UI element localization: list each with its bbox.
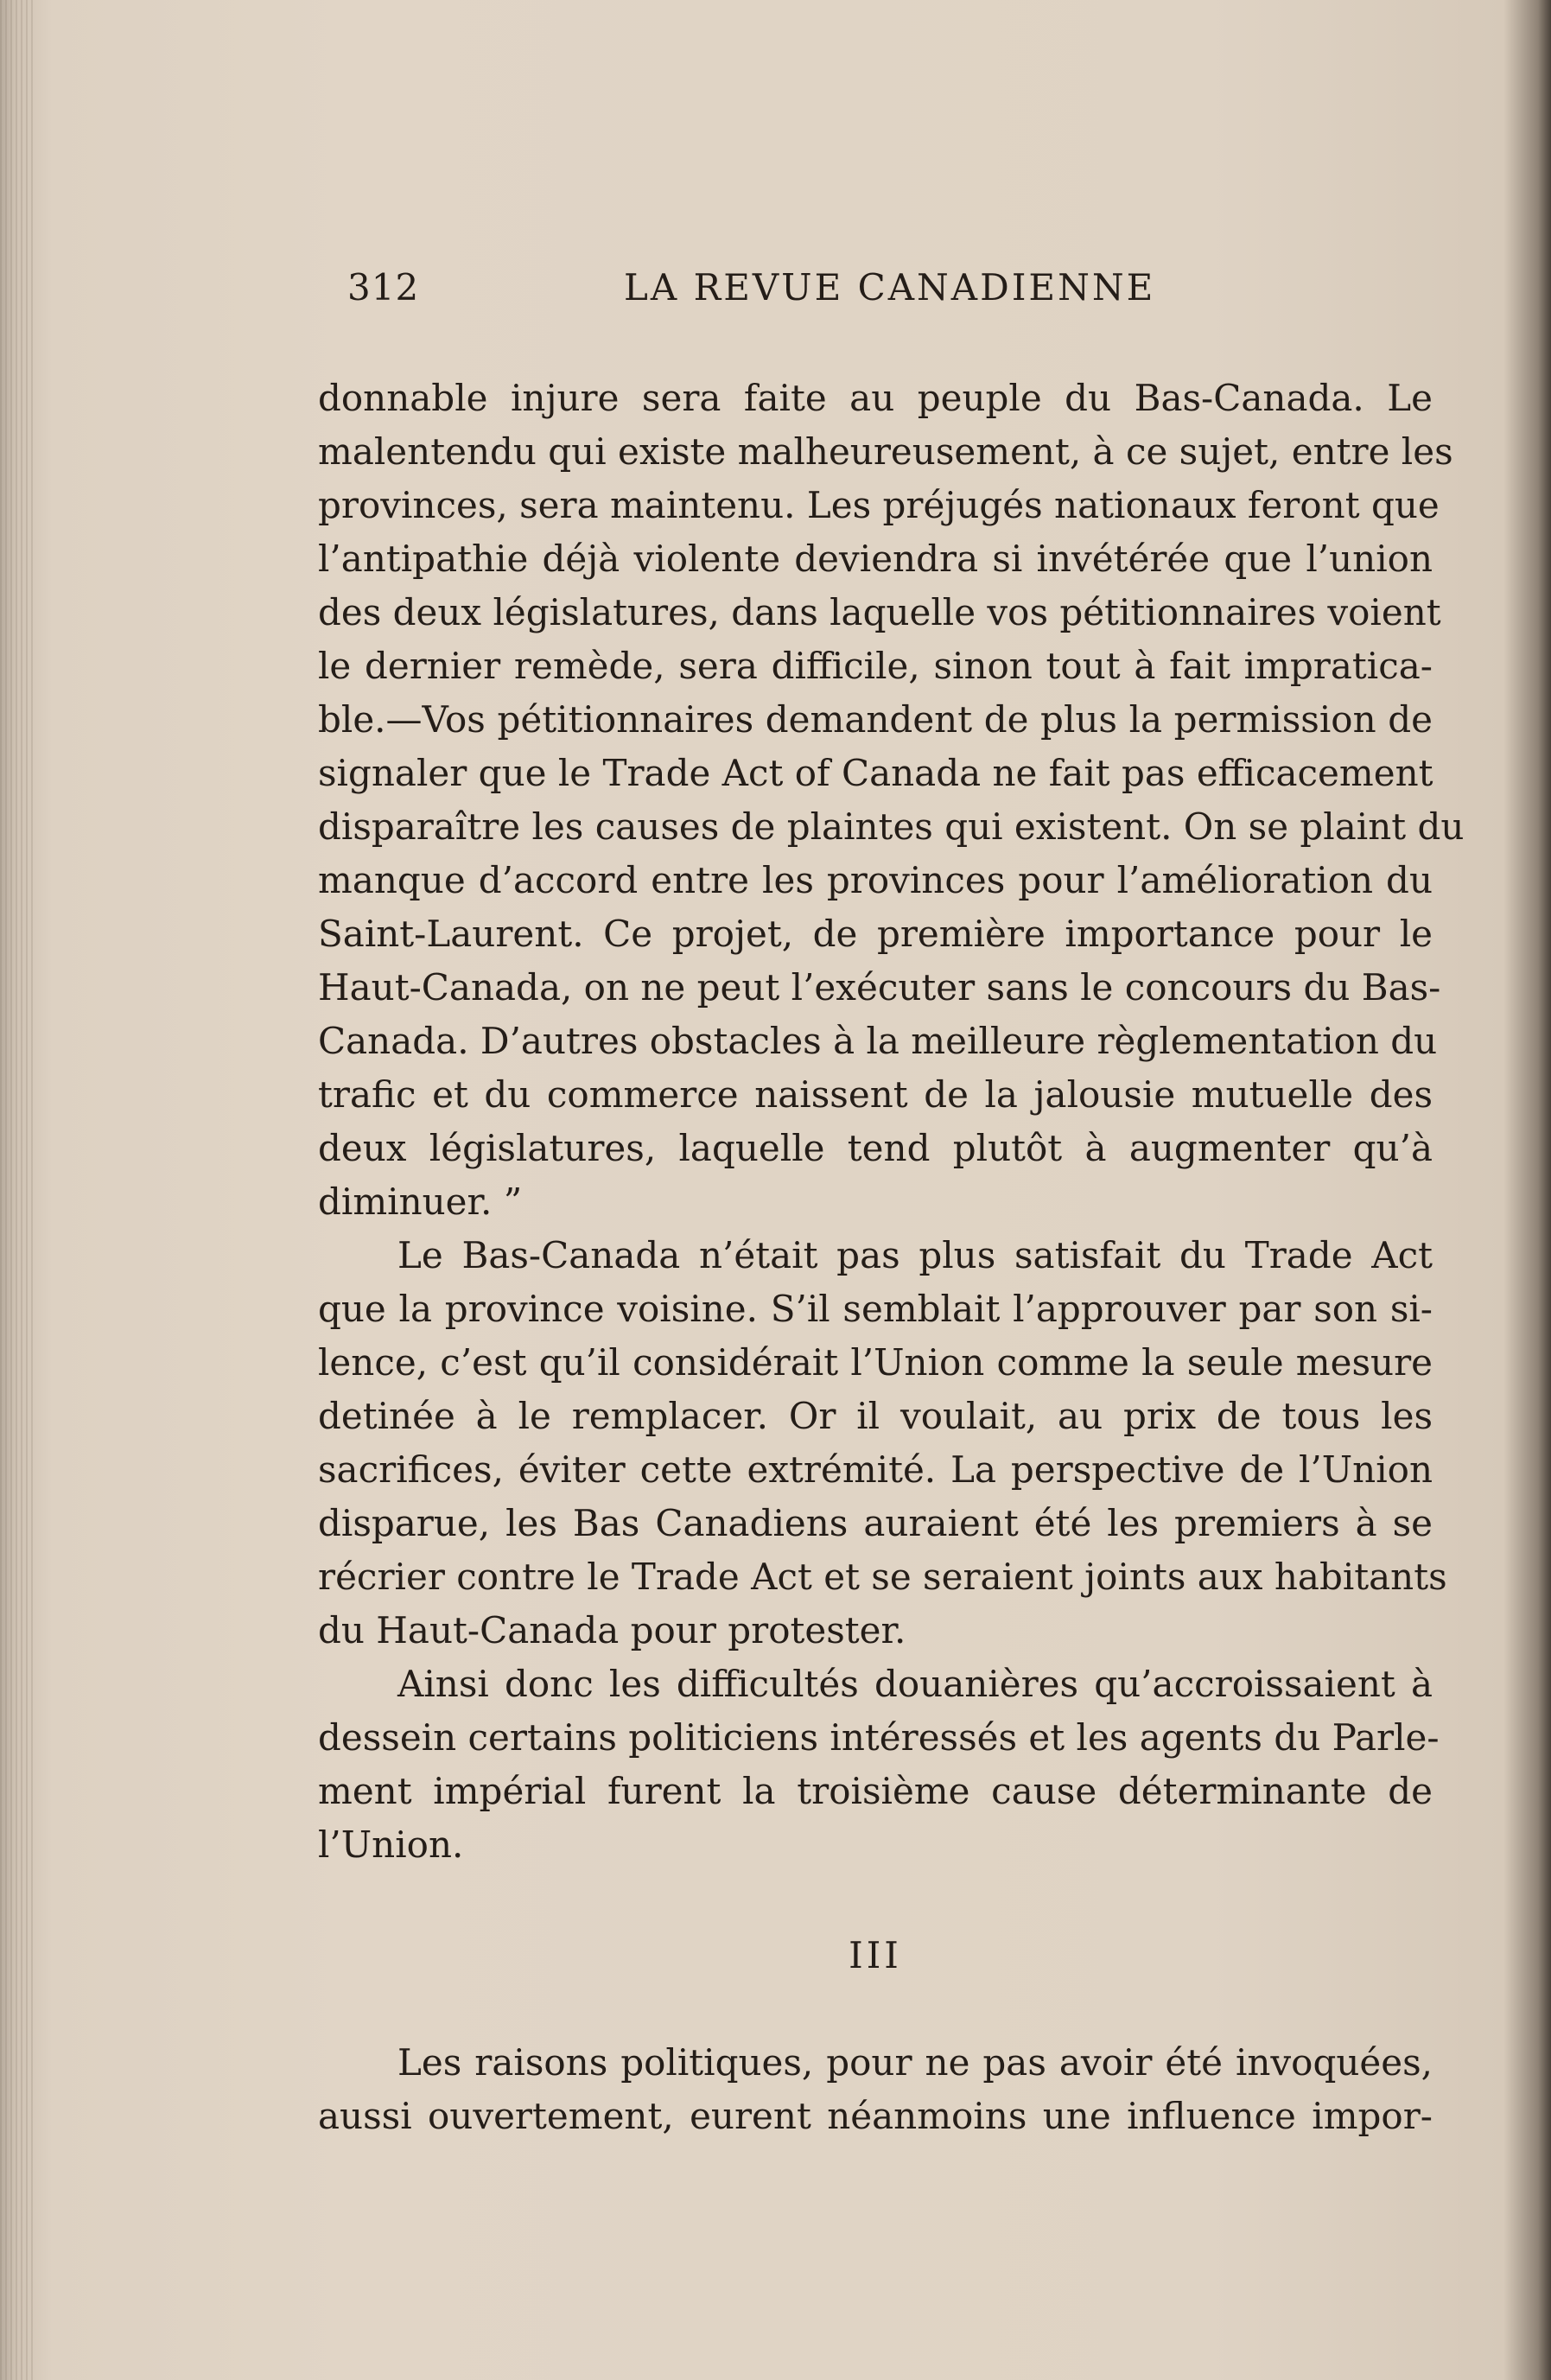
text-line: diminuer. ” (318, 1180, 523, 1223)
running-title: LA REVUE CANADIENNE (624, 266, 1156, 309)
text-line: Ainsi donc les difficultés douanières qu’accroissaient à (397, 1663, 1433, 1705)
paragraph-2 (318, 1229, 1447, 1658)
text-line: malentendu qui existe malheureusement, à ce sujet, entre les (318, 430, 1453, 473)
text-line: des deux législatures, dans laquelle vos pétitionnaires voient (318, 591, 1441, 633)
text-line: detinée à le remplacer. Or il voulait, au prix de tous les (318, 1395, 1433, 1437)
text-line: deux législatures, laquelle tend plutôt à augmenter qu’à (318, 1127, 1433, 1169)
body-text (318, 372, 1465, 2143)
text-line: le dernier remède, sera difficile, sinon tout à fait impratica- (318, 645, 1433, 687)
text-line: sacrifices, éviter cette extrémité. La perspective de l’Union (318, 1448, 1433, 1491)
section-heading: III (849, 1934, 902, 1976)
page-edge (0, 0, 35, 2380)
text-line: aussi ouvertement, eurent néanmoins une influence impor- (318, 2095, 1433, 2137)
text-line: Haut-Canada, on ne peut l’exécuter sans le concours du Bas- (318, 966, 1441, 1009)
section-break (318, 1872, 1433, 2036)
text-line: trafic et du commerce naissent de la jalousie mutuelle des (318, 1073, 1433, 1116)
paragraph-4 (318, 2036, 1433, 2143)
text-line: Saint-Laurent. Ce projet, de première importance pour le (318, 913, 1433, 955)
text-line: Les raisons politiques, pour ne pas avoir été invoquées, (397, 2041, 1433, 2084)
text-line: disparue, les Bas Canadiens auraient été les premiers à se (318, 1502, 1433, 1544)
text-line: l’antipathie déjà violente deviendra si invétérée que l’union (318, 538, 1433, 580)
text-line: ble.—Vos pétitionnaires demandent de plus la permission de (318, 698, 1433, 741)
page-header (347, 266, 1436, 318)
text-line: disparaître les causes de plaintes qui existent. On se plaint du (318, 805, 1465, 848)
text-line: donnable injure sera faite au peuple du Bas-Canada. Le (318, 377, 1433, 419)
text-line: ment impérial furent la troisième cause déterminante de (318, 1770, 1433, 1812)
text-line: du Haut-Canada pour protester. (318, 1609, 906, 1651)
page-number: 312 (347, 266, 420, 309)
text-line: provinces, sera maintenu. Les préjugés nationaux feront que (318, 484, 1440, 526)
text-line: que la province voisine. S’il semblait l’approuver par son si- (318, 1288, 1433, 1330)
text-line: l’Union. (318, 1823, 464, 1866)
text-line: dessein certains politiciens intéressés et les agents du Parle- (318, 1716, 1440, 1759)
text-line: lence, c’est qu’il considérait l’Union comme la seule mesure (318, 1341, 1433, 1384)
text-line: récrier contre le Trade Act et se seraient joints aux habitants (318, 1556, 1447, 1598)
text-line: signaler que le Trade Act of Canada ne fait pas efficacement (318, 752, 1433, 794)
text-line: manque d’accord entre les provinces pour l’amélioration du (318, 859, 1433, 901)
text-line: Canada. D’autres obstacles à la meilleure règlementation du (318, 1020, 1438, 1062)
text-line: Le Bas-Canada n’était pas plus satisfait du Trade Act (397, 1234, 1433, 1276)
paragraph-3 (318, 1658, 1440, 1872)
paragraph-1 (318, 372, 1465, 1229)
